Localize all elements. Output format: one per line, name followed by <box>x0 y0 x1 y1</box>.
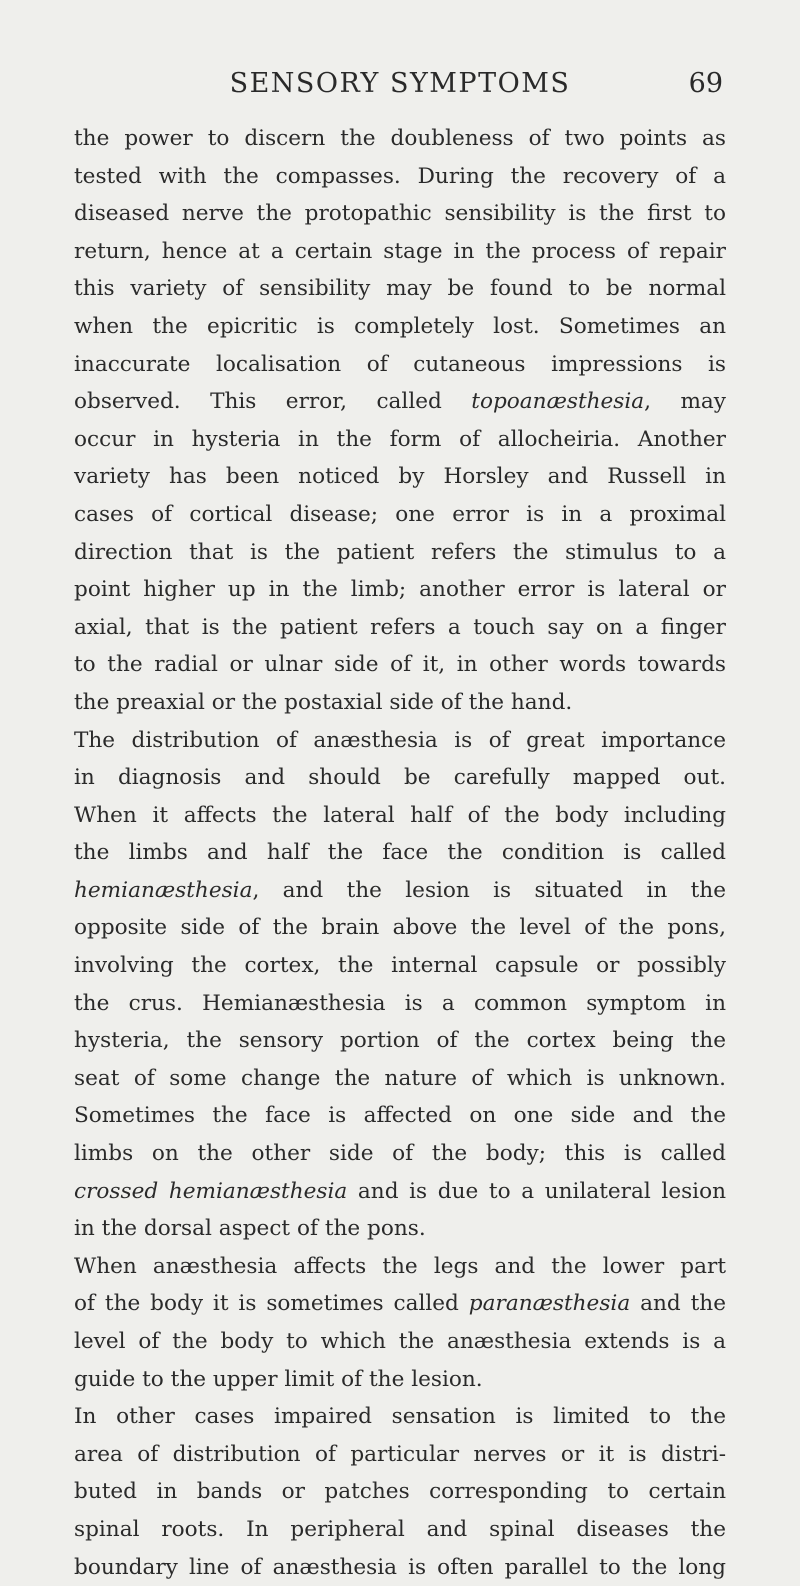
text-segment: spinal roots. In peripheral and spinal diseases the <box>74 1516 726 1542</box>
body-text <box>74 120 726 1586</box>
text-segment: the preaxial or the postaxial side of the hand. <box>74 689 573 715</box>
text-segment: of the body it is sometimes called <box>74 1291 469 1317</box>
text-segment: In other cases impaired sensation is limited to the <box>74 1404 726 1430</box>
text-line <box>74 383 726 421</box>
text-line <box>74 609 726 647</box>
text-segment: involving the cortex, the internal capsule or possibly <box>74 953 726 979</box>
text-line <box>74 1022 726 1060</box>
text-line <box>74 1511 726 1549</box>
page-number: 69 <box>688 68 723 99</box>
text-segment: variety has been noticed by Horsley and Russell in <box>74 464 726 490</box>
text-line <box>74 797 726 835</box>
text-line <box>74 1323 726 1361</box>
text-segment: , may <box>644 389 727 415</box>
text-segment: seat of some change the nature of which is unknown. <box>74 1065 726 1091</box>
text-segment: hysteria, the sensory portion of the cortex being the <box>74 1028 726 1054</box>
text-segment: guide to the upper limit of the lesion. <box>74 1366 483 1392</box>
text-line <box>74 1135 726 1173</box>
text-line <box>74 233 726 271</box>
text-segment: level of the body to which the anæsthesia extends is a <box>74 1329 726 1354</box>
text-line <box>74 1549 726 1586</box>
italic-term: hemianæsthesia <box>74 877 253 903</box>
text-segment: this variety of sensibility may be found to be normal <box>74 276 726 302</box>
italic-term: topoanæsthesia <box>471 389 645 415</box>
text-segment: Sometimes the face is affected on one side and the <box>74 1103 726 1129</box>
text-line <box>74 1436 726 1474</box>
text-line <box>74 834 726 872</box>
text-line <box>74 1398 726 1436</box>
text-segment: cases of cortical disease; one error is in a proximal <box>74 501 726 527</box>
text-line <box>74 1248 726 1286</box>
text-line <box>74 421 726 459</box>
text-segment: , and the lesion is situated in the <box>252 877 726 903</box>
text-line <box>74 158 726 196</box>
text-segment: return, hence at a certain stage in the process of repair <box>74 238 726 264</box>
text-line <box>74 195 726 233</box>
text-line <box>74 947 726 985</box>
text-segment: buted in bands or patches corresponding to certain <box>74 1479 726 1505</box>
text-segment: area of distribution of particular nerves or it is distri- <box>74 1441 726 1467</box>
text-segment: opposite side of the brain above the level of the pons, <box>74 915 726 941</box>
text-segment: when the epicritic is completely lost. Sometimes an <box>74 313 726 339</box>
text-line <box>74 571 726 609</box>
text-segment: in the dorsal aspect of the pons. <box>74 1216 426 1242</box>
text-line <box>74 1060 726 1098</box>
text-line <box>74 1473 726 1511</box>
text-line <box>74 722 726 760</box>
text-line <box>74 534 726 572</box>
page-header <box>0 68 800 108</box>
text-line <box>74 308 726 346</box>
text-segment: the limbs and half the face the condition is called <box>74 840 726 866</box>
running-head: SENSORY SYMPTOMS <box>229 68 571 99</box>
text-segment: limbs on the other side of the body; this is called <box>74 1141 726 1167</box>
text-segment: in diagnosis and should be carefully mapped out. <box>74 765 726 791</box>
text-line <box>74 909 726 947</box>
text-segment: point higher up in the limb; another error is lateral or <box>74 577 726 603</box>
text-line <box>74 1173 726 1211</box>
text-segment: When it affects the lateral half of the body including <box>74 802 726 828</box>
text-line <box>74 1361 726 1399</box>
text-segment: inaccurate localisation of cutaneous impressions is <box>74 351 726 377</box>
text-line <box>74 684 726 722</box>
text-segment: direction that is the patient refers the stimulus to a <box>74 539 726 565</box>
text-line <box>74 496 726 534</box>
italic-term: crossed hemianæsthesia <box>74 1178 348 1204</box>
text-line <box>74 1097 726 1135</box>
text-line <box>74 120 726 158</box>
text-line <box>74 646 726 684</box>
text-segment: occur in hysteria in the form of allocheiria. Another <box>74 426 726 452</box>
text-segment: and the <box>630 1291 726 1317</box>
text-segment: The distribution of anæsthesia is of great importance <box>74 727 726 753</box>
text-segment: to the radial or ulnar side of it, in other words towards <box>74 652 726 678</box>
text-line <box>74 346 726 384</box>
text-line <box>74 1285 726 1323</box>
text-segment: the power to discern the doubleness of two points as <box>74 126 726 151</box>
text-line <box>74 872 726 910</box>
text-line <box>74 985 726 1023</box>
text-line <box>74 1210 726 1248</box>
text-line <box>74 458 726 496</box>
text-segment: and is due to a unilateral lesion <box>347 1178 726 1204</box>
italic-term: paranæsthesia <box>468 1291 631 1317</box>
text-segment: tested with the compasses. During the recovery of a <box>74 163 726 189</box>
text-segment: the crus. Hemianæsthesia is a common symptom in <box>74 990 726 1016</box>
text-line <box>74 270 726 308</box>
text-line <box>74 759 726 797</box>
text-segment: observed. This error, called <box>74 389 472 415</box>
text-segment: diseased nerve the protopathic sensibility is the first to <box>74 201 726 227</box>
text-segment: When anæsthesia affects the legs and the lower part <box>74 1253 726 1279</box>
text-segment: boundary line of anæsthesia is often parallel to the long <box>74 1554 726 1580</box>
text-segment: axial, that is the patient refers a touch say on a finger <box>74 614 726 640</box>
